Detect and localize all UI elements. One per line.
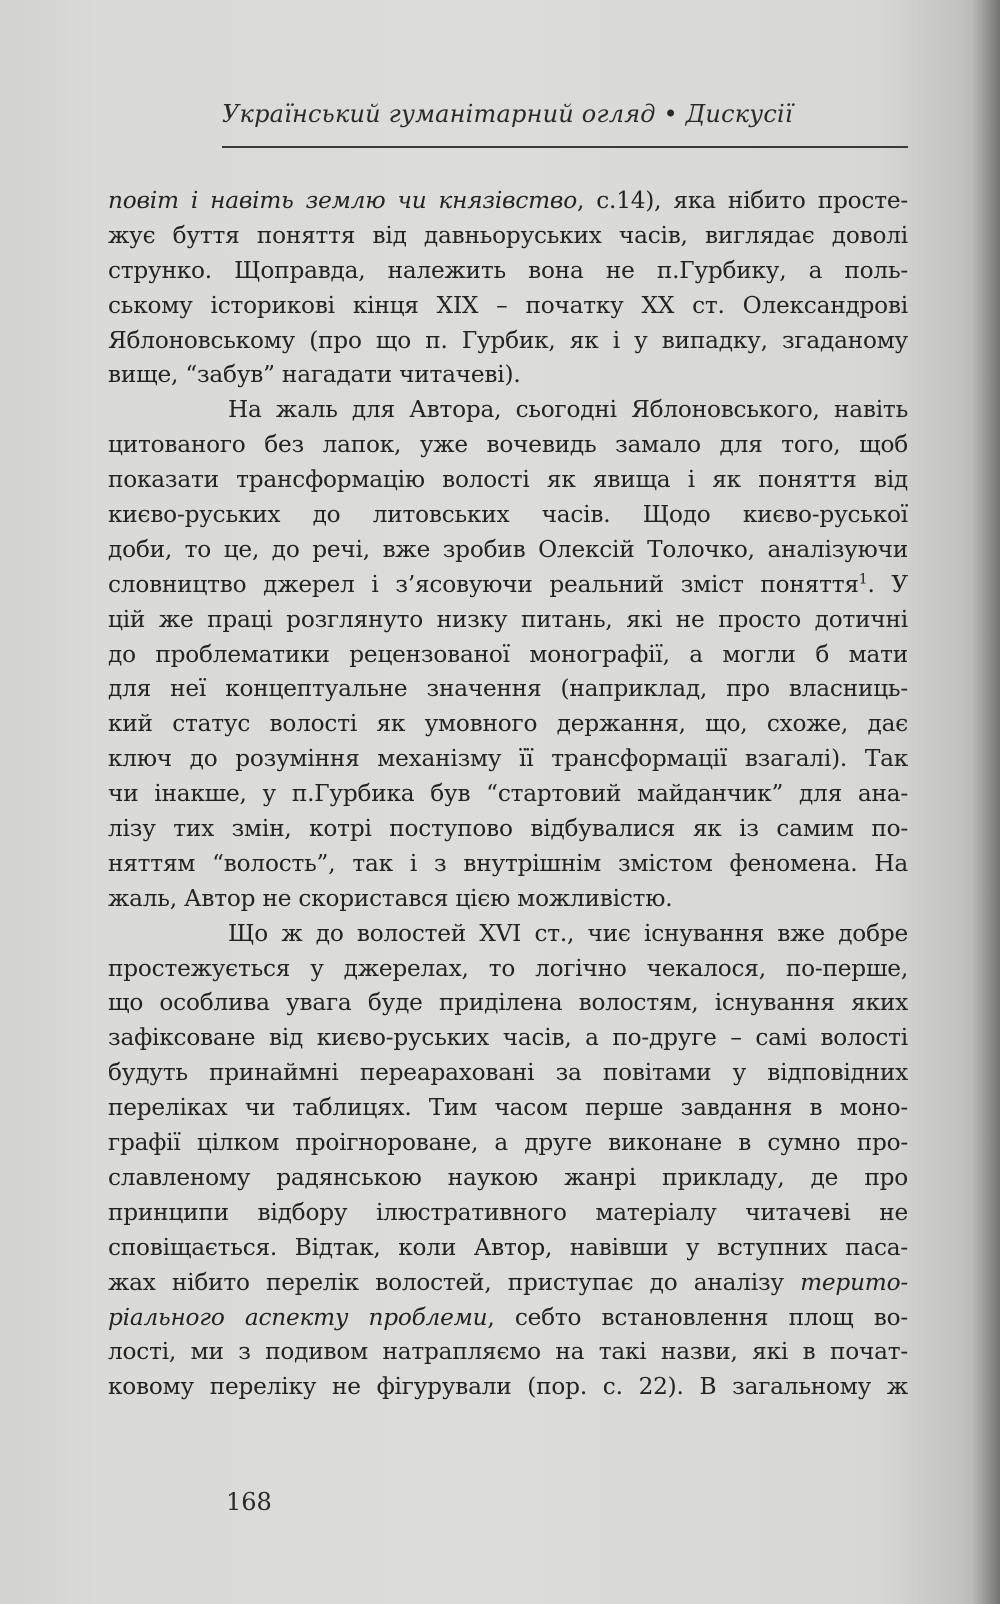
text-line: до проблематики рецензованої монографії, а могли б мати	[108, 640, 908, 668]
text-span: . У	[867, 570, 908, 598]
italic-phrase: ріального аспекту проблеми	[108, 1303, 488, 1331]
header-rule	[222, 146, 908, 148]
text-line: лізу тих змін, котрі поступово відбувалися як із самим по-	[108, 815, 908, 843]
text-line: цій же праці розглянуто низку питань, які не просто дотичні	[108, 605, 908, 633]
text-line	[108, 184, 908, 219]
text-line	[108, 1301, 908, 1336]
text-line: доби, то це, до речі, вже зробив Олексій Толочко, аналізуючи	[108, 535, 908, 563]
text-line: лості, ми з подивом натрапляємо на такі назви, які в почат-	[108, 1338, 908, 1366]
text-line: чи інакше, у п.Гурбика був “стартовий майданчик” для ана-	[108, 780, 908, 808]
text-line: будуть принаймні переараховані за повітами у відповідних	[108, 1059, 908, 1087]
text-line: сповіщається. Відтак, коли Автор, навівши у вступних паса-	[108, 1233, 908, 1261]
text-line: славленому радянською наукою жанрі прикладу, де про	[108, 1163, 908, 1191]
text-line: для неї концептуальне значення (наприклад, про власниць-	[108, 675, 908, 703]
text-line	[108, 1266, 908, 1301]
italic-phrase: повіт і навіть землю чи князівство	[108, 187, 577, 214]
text-span: , себто встановлення площ во-	[487, 1303, 908, 1331]
footnote-reference: 1	[858, 571, 868, 588]
page-number: 168	[226, 1488, 272, 1516]
text-line: кий статус волості як умовного держання, що, схоже, дає	[108, 710, 908, 738]
text-line: що особлива увага буде приділена волостям, існування яких	[108, 989, 908, 1017]
text-line: принципи відбору ілюстративного матеріалу читачеві не	[108, 1198, 908, 1226]
text-line: графії цілком проігнороване, а друге виконане в сумно про-	[108, 1129, 908, 1157]
text-line: показати трансформацію волості як явища і як поняття від	[108, 466, 908, 494]
text-line: києво-руських до литовських часів. Щодо києво-руської	[108, 501, 908, 529]
text-line: ключ до розуміння механізму її трансформації взагалі). Так	[108, 745, 908, 773]
text-line: Яблоновському (про що п. Гурбик, як і у випадку, згаданому	[108, 326, 908, 354]
text-line: На жаль для Автора, сьогодні Яблоновського, навіть	[228, 396, 908, 424]
italic-phrase: терито-	[800, 1268, 908, 1296]
text-span: жах нібито перелік волостей, приступає до аналізу	[108, 1268, 801, 1296]
text-line: струнко. Щоправда, належить вона не п.Гурбику, а поль-	[108, 256, 908, 284]
text-line: простежується у джерелах, то логічно чекалося, по-перше,	[108, 954, 908, 982]
text-line: жаль, Автор не скористався цією можливістю.	[108, 884, 673, 912]
text-line: зафіксоване від києво-руських часів, а по-друге – самі волості	[108, 1024, 908, 1052]
text-line: Що ж до волостей XVI ст., чиє існування вже добре	[228, 919, 908, 947]
text-line: няттям “волость”, так і з внутрішнім змістом феномена. На	[108, 849, 908, 877]
text-span: словництво джерел і з’ясовуючи реальний зміст поняття	[108, 570, 859, 598]
text-line: жує буття поняття від давньоруських часів, виглядає доволі	[108, 221, 908, 249]
running-head: Український гуманітарний огляд • Дискусії	[222, 100, 793, 128]
text-line: ковому переліку не фігурували (пор. с. 22). В загальному ж	[108, 1373, 908, 1401]
text-span: , с.14), яка нібито просте-	[577, 187, 908, 214]
text-line: ському історикові кінця XIX – початку XX ст. Олександрові	[108, 291, 908, 319]
body-text	[108, 184, 908, 1405]
page-gutter-shadow	[972, 0, 1000, 1604]
text-line: цитованого без лапок, уже вочевидь замало для того, щоб	[108, 431, 908, 459]
text-line: вище, “забув” нагадати читачеві).	[108, 361, 521, 389]
text-line: переліках чи таблицях. Тим часом перше завдання в моно-	[108, 1094, 908, 1122]
text-line	[108, 568, 908, 603]
